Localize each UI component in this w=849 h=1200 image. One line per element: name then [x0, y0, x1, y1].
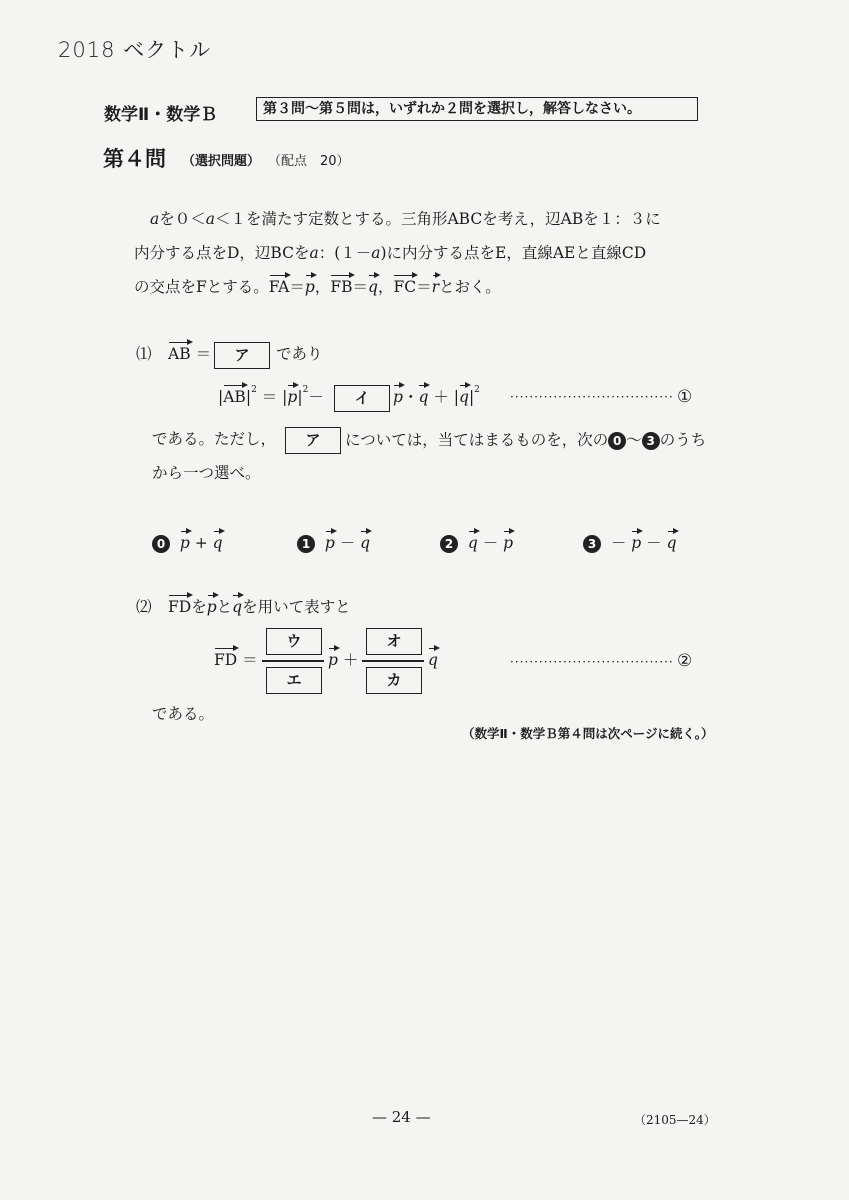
- fraction-line-1: [262, 660, 324, 662]
- part2-FD-eq: FD ＝: [214, 651, 258, 669]
- vector-r: r: [431, 278, 440, 296]
- vector-p: p: [304, 278, 315, 296]
- part1-equation-rest: p・$q + |q|^2$: [393, 385, 480, 406]
- answer-box-a-ref[interactable]: ア: [285, 427, 341, 454]
- problem-title: 第４問: [103, 147, 166, 171]
- part2-term1: p ＋: [328, 651, 359, 669]
- choice-0[interactable]: 0 p + q: [152, 535, 223, 553]
- part1-AB-eq: AB ＝: [168, 345, 212, 363]
- vector-q: q: [368, 278, 378, 296]
- part2-intro: FDをpとqを用いて表すと: [168, 598, 351, 616]
- part2-label: ⑵: [136, 598, 152, 616]
- problem-type: （選択問題）: [182, 154, 261, 169]
- instruction-box: 第３問～第５問は，いずれか２問を選択し，解答しなさい。: [256, 97, 698, 121]
- answer-box-a[interactable]: ア: [214, 342, 270, 369]
- answer-box-o[interactable]: オ: [366, 628, 422, 655]
- part1-text1-b: については，当てはまるものを，次の 0 ～ 3 のうち: [345, 431, 707, 449]
- part1-label: ⑴: [136, 345, 152, 363]
- subject-title: 数学Ⅱ・数学Ｂ: [104, 105, 218, 125]
- choice-2[interactable]: 2 q － p: [440, 535, 513, 553]
- choice-3[interactable]: 3 － p － q: [583, 535, 677, 553]
- leader-dots-1: ··································: [510, 390, 674, 404]
- part1-text2: から一つ選べ。: [152, 464, 261, 482]
- page-number: — 24 —: [372, 1108, 431, 1126]
- answer-box-e[interactable]: エ: [266, 667, 322, 694]
- part1-deari: であり: [276, 345, 323, 363]
- problem-points: （配点 20）: [268, 154, 350, 169]
- part1-text1-a: である。ただし，: [152, 430, 277, 448]
- intro-line-2: 内分する点をD，辺BCを𝑎：(１－𝑎)に内分する点をE，直線AEと直線CD: [134, 244, 647, 262]
- part2-term2: q: [428, 651, 438, 669]
- equation-ref-1: ①: [677, 387, 693, 407]
- continuation-note: （数学Ⅱ・数学Ｂ第４問は次ページに続く。）: [462, 726, 714, 741]
- answer-box-i[interactable]: イ: [334, 385, 390, 412]
- page-code: （2105—24）: [634, 1113, 716, 1127]
- vector-FA: FA: [268, 278, 290, 296]
- equation-ref-2: ②: [677, 651, 693, 671]
- vector-FC: FC: [393, 278, 417, 296]
- intro-line-1: 𝑎を０＜𝑎＜１を満たす定数とする。三角形ABCを考え，辺ABを１：３に: [150, 210, 661, 228]
- intro-line-3: の交点をFとする。FA＝p，FB＝q，FC＝rとおく。: [134, 278, 501, 296]
- answer-box-u[interactable]: ウ: [266, 628, 322, 655]
- vector-FB: FB: [330, 278, 353, 296]
- part1-equation: $|AB|^2 = |p|^2-$: [218, 385, 324, 406]
- fraction-line-2: [362, 660, 424, 662]
- handwritten-note: 2018 ベクトル: [58, 38, 212, 62]
- leader-dots-2: ··································: [510, 655, 674, 669]
- choice-1[interactable]: 1 p － q: [297, 535, 370, 553]
- part2-dearu: である。: [152, 705, 215, 723]
- answer-box-ka[interactable]: カ: [366, 667, 422, 694]
